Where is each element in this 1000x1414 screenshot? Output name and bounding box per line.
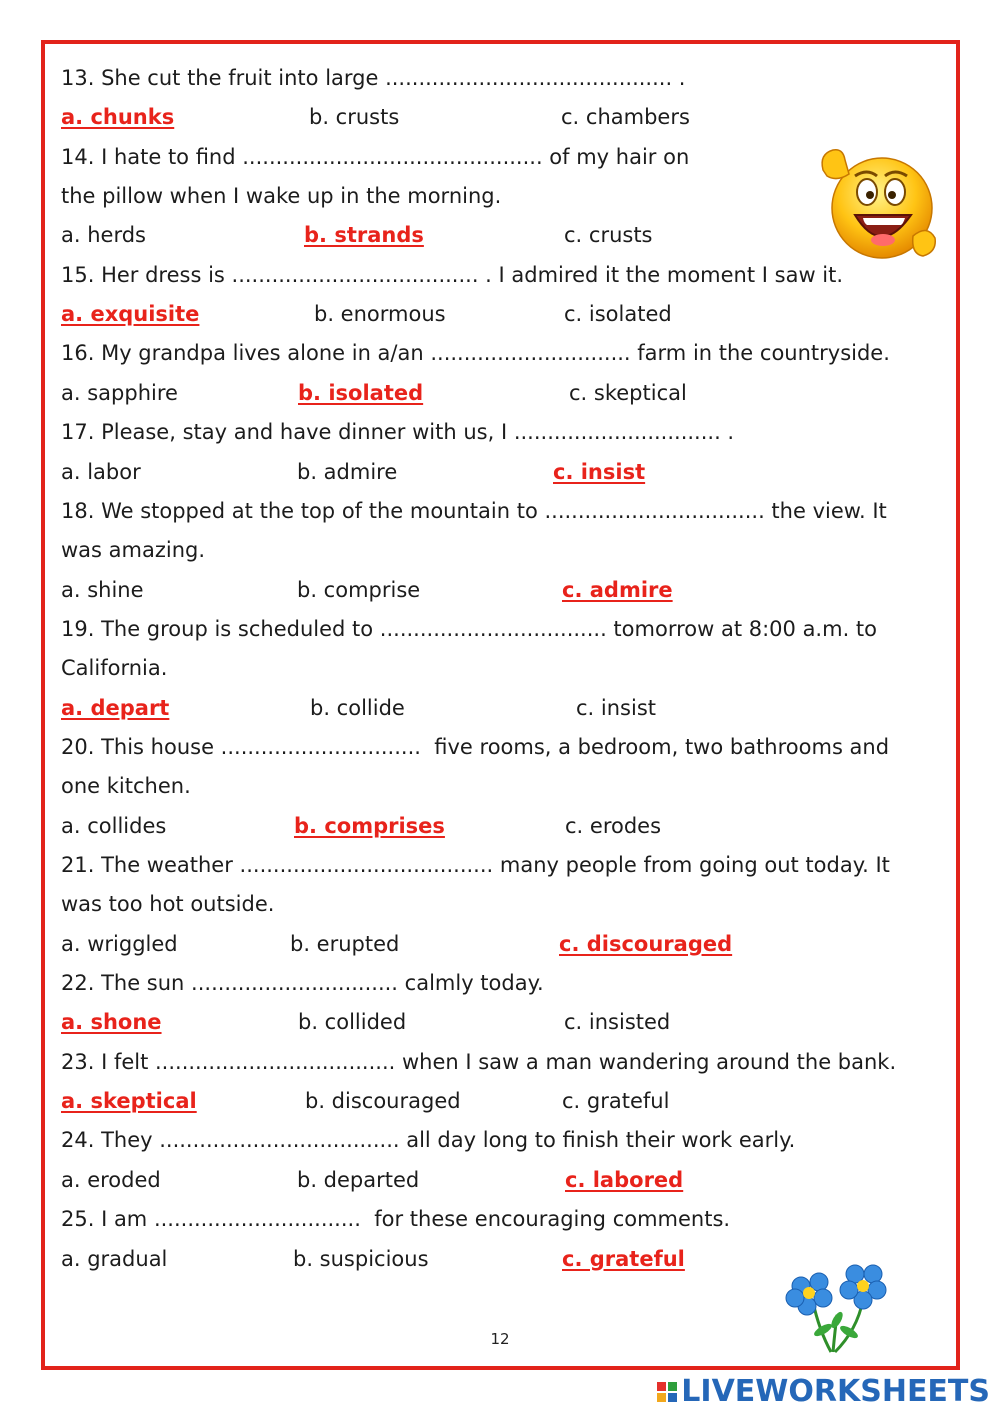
question-text: 18. We stopped at the top of the mountain to ................................. the view. It: [61, 498, 887, 523]
answer-option[interactable]: c. isolated: [564, 302, 672, 327]
question-text: 13. She cut the fruit into large ........................................... .: [61, 66, 686, 90]
answer-option[interactable]: b. enormous: [314, 302, 446, 327]
answer-option[interactable]: b. crusts: [309, 105, 400, 130]
correct-answer-option[interactable]: a. skeptical: [61, 1089, 197, 1114]
question-text-continued: California.: [61, 656, 168, 681]
question-text: 14. I hate to find ............................................. of my hair on: [61, 144, 690, 169]
answer-option[interactable]: a. herds: [61, 223, 146, 248]
correct-answer-option[interactable]: b. isolated: [298, 380, 424, 405]
answer-option[interactable]: c. grateful: [562, 1089, 670, 1114]
logo-tile-v: [657, 1393, 666, 1402]
logo-tile-e: [668, 1393, 677, 1402]
answer-option[interactable]: a. eroded: [61, 1167, 161, 1192]
answer-option[interactable]: c. chambers: [561, 105, 690, 130]
question-text-continued: one kitchen.: [61, 774, 191, 799]
question-text: 21. The weather ...................................... many people from going out today. It: [61, 853, 890, 877]
answer-option[interactable]: b. comprise: [297, 577, 421, 602]
answer-option[interactable]: b. erupted: [290, 931, 400, 956]
liveworksheets-tile-icon: [657, 1382, 677, 1402]
answer-option[interactable]: a. shine: [61, 577, 144, 602]
logo-tile-i: [668, 1382, 677, 1391]
answer-option[interactable]: a. sapphire: [61, 380, 178, 405]
correct-answer-option[interactable]: c. labored: [565, 1167, 684, 1192]
question-text-continued: was amazing.: [61, 538, 206, 563]
question-text: 23. I felt .................................... when I saw a man wandering around the bank.: [61, 1049, 897, 1074]
question-text: 24. They .................................... all day long to finish their work early.: [61, 1128, 796, 1153]
answer-option[interactable]: b. departed: [297, 1167, 420, 1192]
answer-option[interactable]: c. skeptical: [569, 380, 687, 405]
question-text: 19. The group is scheduled to .................................. tomorrow at 8:00 a.m. to: [61, 616, 877, 641]
answer-option[interactable]: a. collides: [61, 813, 167, 838]
answer-option[interactable]: b. collided: [298, 1010, 407, 1035]
brand-name: LIVEWORKSHEETS: [681, 1374, 990, 1409]
correct-answer-option[interactable]: b. strands: [304, 223, 424, 248]
correct-answer-option[interactable]: c. grateful: [562, 1246, 685, 1271]
logo-tile-l: [657, 1382, 666, 1391]
question-text: 15. Her dress is ..................................... . I admired it the moment I saw it.: [61, 262, 844, 287]
question-text-continued: the pillow when I wake up in the morning.: [61, 184, 502, 209]
correct-answer-option[interactable]: b. comprises: [294, 813, 445, 838]
correct-answer-option[interactable]: c. discouraged: [559, 931, 733, 956]
answer-option[interactable]: b. admire: [297, 459, 398, 484]
liveworksheets-logo[interactable]: [657, 1374, 990, 1409]
correct-answer-option[interactable]: a. exquisite: [61, 302, 200, 327]
question-text: 17. Please, stay and have dinner with us, I ............................... .: [61, 420, 735, 445]
answer-option[interactable]: a. gradual: [61, 1246, 168, 1271]
question-text: 22. The sun ............................... calmly today.: [61, 971, 544, 996]
answer-option[interactable]: a. labor: [61, 459, 141, 484]
answer-option[interactable]: b. collide: [310, 695, 405, 720]
answer-option[interactable]: b. suspicious: [293, 1246, 429, 1271]
answer-option[interactable]: c. insisted: [564, 1010, 671, 1035]
correct-answer-option[interactable]: a. shone: [61, 1010, 162, 1035]
question-text: 25. I am ............................... for these encouraging comments.: [61, 1207, 731, 1232]
correct-answer-option[interactable]: c. admire: [562, 577, 673, 602]
question-text-continued: was too hot outside.: [61, 892, 275, 917]
answer-option[interactable]: c. crusts: [564, 223, 653, 248]
answer-option[interactable]: b. discouraged: [305, 1089, 461, 1114]
page-number: 12: [490, 1330, 510, 1348]
question-text: 16. My grandpa lives alone in a/an .............................. farm in the countryside.: [61, 341, 890, 366]
correct-answer-option[interactable]: a. depart: [61, 695, 170, 720]
answer-option[interactable]: c. erodes: [565, 813, 662, 838]
laughing-smiley-icon: [815, 140, 940, 265]
answer-option[interactable]: a. wriggled: [61, 931, 178, 956]
answer-option[interactable]: c. insist: [576, 695, 656, 720]
correct-answer-option[interactable]: a. chunks: [61, 105, 175, 130]
question-text: 20. This house .............................. five rooms, a bedroom, two bathrooms and: [61, 734, 890, 759]
correct-answer-option[interactable]: c. insist: [553, 459, 646, 484]
